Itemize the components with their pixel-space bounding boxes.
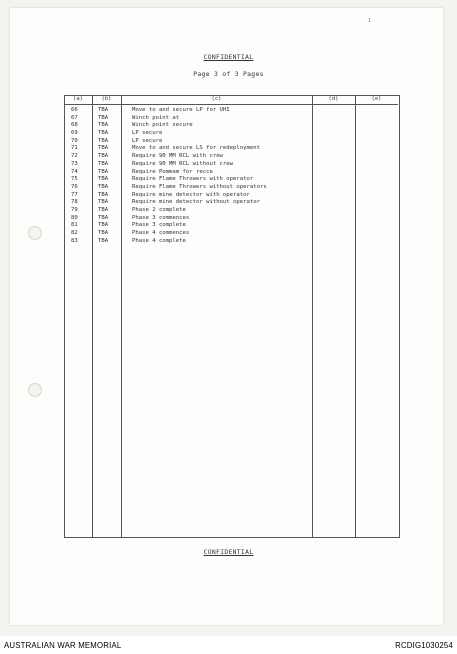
classification-footer: CONFIDENTIAL	[203, 548, 254, 556]
row-time: TBA	[98, 176, 109, 183]
table-row	[0, 222, 457, 230]
row-number: 79	[71, 206, 78, 213]
row-description: LP secure	[132, 137, 163, 144]
row-time: TBA	[98, 168, 109, 175]
table-body	[0, 107, 457, 245]
row-number: 70	[71, 137, 78, 144]
table-row	[0, 184, 457, 192]
row-time: TBA	[98, 107, 109, 113]
table-row	[0, 145, 457, 153]
row-number: 77	[71, 191, 78, 198]
row-description: Phase 4 complete	[132, 237, 186, 244]
table-row	[0, 130, 457, 138]
table-row	[0, 107, 457, 115]
table-row	[0, 215, 457, 223]
table-row	[0, 230, 457, 238]
row-number: 81	[71, 222, 78, 229]
row-number: 78	[71, 199, 78, 206]
row-number: 75	[71, 176, 78, 183]
row-number: 67	[71, 114, 78, 121]
row-time: TBA	[98, 230, 109, 236]
row-description: Require mine detector with operator	[132, 191, 250, 198]
page-corner-mark: 1	[368, 18, 372, 24]
row-number: 74	[71, 168, 78, 175]
table-row	[0, 122, 457, 130]
column-header-e: (e)	[371, 96, 382, 102]
row-description: Move to and secure LP for UHI	[132, 107, 230, 113]
row-number: 82	[71, 230, 78, 236]
row-description: Require Flame Throwers without operators	[132, 183, 267, 190]
table-row	[0, 199, 457, 207]
page-number: Page 3 of 3 Pages	[193, 70, 264, 78]
row-description: Require 90 MM RCL without crew	[132, 160, 234, 167]
table-row	[0, 176, 457, 184]
archive-record-id: RCDIG1030254	[395, 641, 453, 650]
row-time: TBA	[98, 222, 109, 229]
row-description: Phase 2 complete	[132, 206, 186, 213]
row-description: Move to and secure LS for redeployment	[132, 145, 260, 152]
header-rule	[64, 104, 398, 105]
row-number: 71	[71, 145, 78, 152]
archive-name: AUSTRALIAN WAR MEMORIAL	[4, 641, 122, 650]
row-number: 66	[71, 107, 78, 113]
row-time: TBA	[98, 199, 109, 206]
row-description: Phase 4 commences	[132, 230, 190, 236]
row-time: TBA	[98, 206, 109, 213]
row-number: 69	[71, 130, 78, 137]
row-number: 83	[71, 237, 78, 244]
row-description: LP secure	[132, 130, 163, 137]
table-row	[0, 192, 457, 200]
table-row	[0, 115, 457, 123]
row-time: TBA	[98, 237, 109, 244]
table-row	[0, 153, 457, 161]
classification-header: CONFIDENTIAL	[203, 53, 254, 61]
row-time: TBA	[98, 130, 109, 137]
row-time: TBA	[98, 145, 109, 152]
column-header-c: (c)	[211, 96, 222, 102]
row-time: TBA	[98, 214, 109, 221]
row-description: Phase 3 complete	[132, 222, 186, 229]
row-description: Require 90 MM RCL with crew	[132, 153, 223, 160]
row-description: Require Flame Throwers with operator	[132, 176, 254, 183]
row-description: Winch point secure	[132, 122, 193, 129]
row-description: Require Pommam for recce	[132, 168, 213, 175]
row-description: Phase 3 commences	[132, 214, 190, 221]
row-time: TBA	[98, 122, 109, 129]
table-row	[0, 169, 457, 177]
row-time: TBA	[98, 191, 109, 198]
table-row	[0, 238, 457, 246]
table-row	[0, 207, 457, 215]
table-row	[0, 161, 457, 169]
row-time: TBA	[98, 153, 109, 160]
row-number: 76	[71, 183, 78, 190]
row-time: TBA	[98, 183, 109, 190]
punch-hole-bottom	[28, 383, 42, 397]
row-number: 68	[71, 122, 78, 129]
column-header-d: (d)	[328, 96, 339, 102]
row-number: 72	[71, 153, 78, 160]
column-header-a: (a)	[73, 96, 83, 102]
row-time: TBA	[98, 160, 109, 167]
row-number: 80	[71, 214, 78, 221]
table-row	[0, 138, 457, 146]
row-number: 73	[71, 160, 78, 167]
row-time: TBA	[98, 137, 109, 144]
row-time: TBA	[98, 114, 109, 121]
row-description: Require mine detector without operator	[132, 199, 260, 206]
row-description: Winch point at	[132, 114, 180, 121]
column-header-b: (b)	[101, 96, 112, 102]
